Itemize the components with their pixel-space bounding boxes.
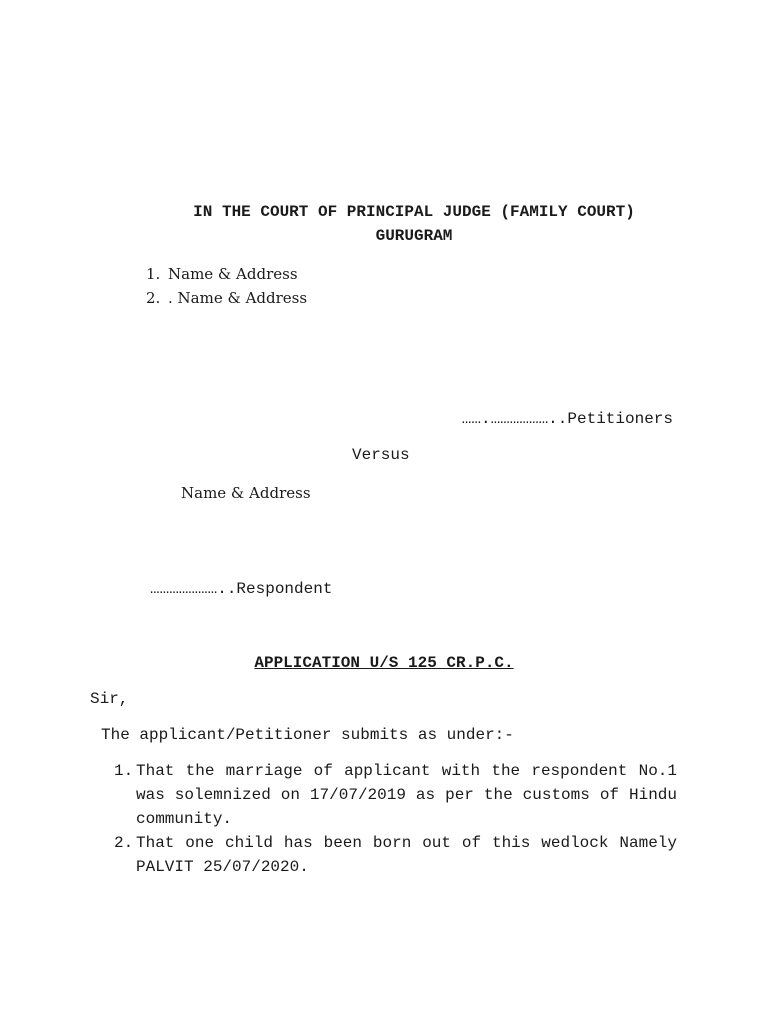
- salutation: Sir,: [90, 690, 129, 708]
- court-heading: [0, 200, 768, 248]
- petitioners-label: …….………………..Petitioners: [461, 410, 673, 428]
- court-location: GURUGRAM: [375, 227, 453, 245]
- petitioner-name-address: Name & Address: [168, 265, 298, 283]
- submission-point: [114, 759, 677, 831]
- petitioner-number: 1.: [146, 265, 161, 283]
- court-name: IN THE COURT OF PRINCIPAL JUDGE (FAMILY COURT): [193, 203, 635, 221]
- respondent-label: …………………..Respondent: [150, 580, 333, 598]
- versus-label: Versus: [352, 446, 410, 464]
- intro-text: The applicant/Petitioner submits as under:-: [101, 726, 514, 744]
- submission-points: [114, 759, 677, 879]
- petitioner-item: [146, 262, 307, 286]
- application-title: APPLICATION U/S 125 CR.P.C.: [254, 654, 514, 672]
- point-number: 1.: [114, 762, 134, 780]
- point-text: That the marriage of applicant with the respondent No.1 was solemnized on 17/07/2019 as per the customs of Hindu community.: [136, 762, 677, 828]
- petitioner-list: [146, 262, 307, 310]
- submission-point: [114, 831, 677, 879]
- point-number: 2.: [114, 834, 134, 852]
- petitioner-item: [146, 286, 307, 310]
- point-text: That one child has been born out of this wedlock Namely PALVIT 25/07/2020.: [136, 834, 677, 876]
- respondent-name-address: Name & Address: [181, 484, 311, 502]
- petitioner-name-address: . Name & Address: [168, 289, 308, 307]
- petitioner-number: 2.: [146, 289, 161, 307]
